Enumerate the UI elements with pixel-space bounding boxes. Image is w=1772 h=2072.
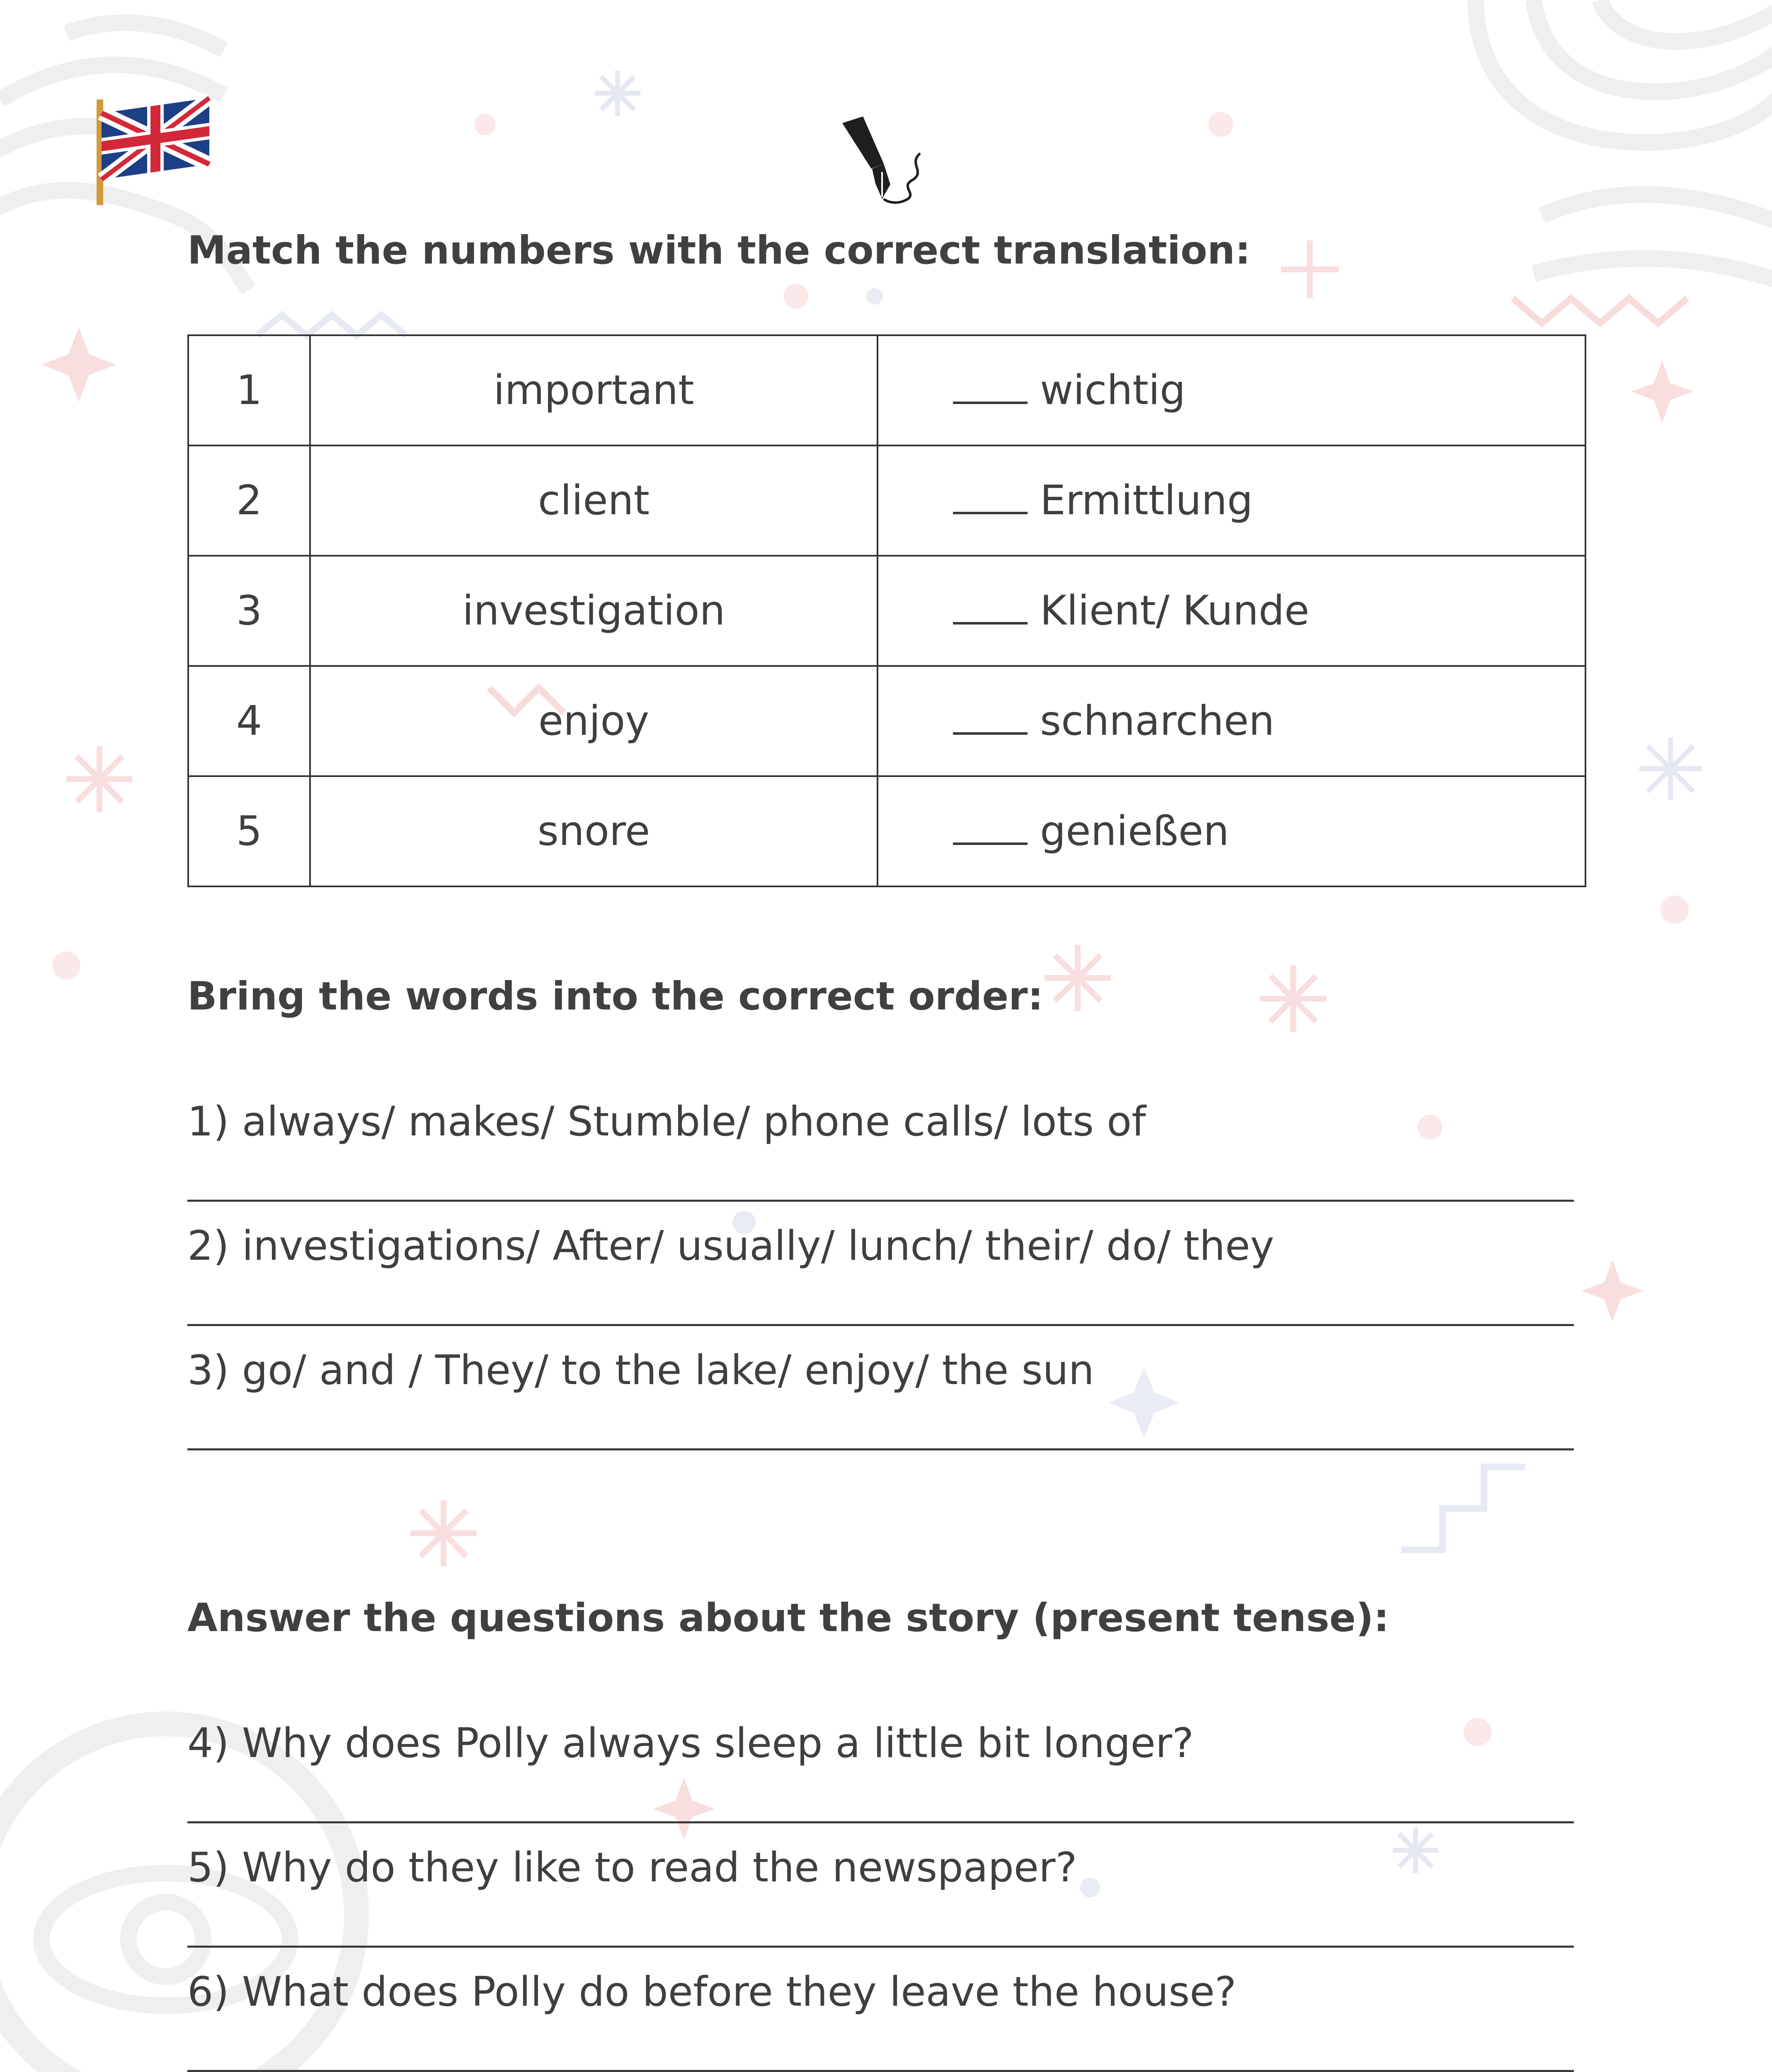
magnifier-watermark [0, 1724, 356, 2072]
german-answer-cell [878, 556, 1585, 666]
row-number: 1 [188, 335, 310, 445]
order-item-2: 2) investigations/ After/ usually/ lunch/ their/ do/ they [187, 1222, 1275, 1270]
order-item-1: 1) always/ makes/ Stumble/ phone calls/ lots of [187, 1098, 1146, 1145]
german-word: Ermittlung [1040, 477, 1253, 524]
german-word: genießen [1040, 808, 1229, 855]
section2-heading: Bring the words into the correct order: [187, 974, 1044, 1019]
english-word: snore [310, 776, 878, 886]
german-answer-cell [878, 335, 1585, 445]
german-word: Klient/ Kunde [1040, 587, 1309, 634]
uk-flag-icon [81, 83, 218, 207]
decor-sparkle-blue [1109, 1368, 1179, 1438]
answer-blank[interactable] [953, 512, 1028, 514]
answer-line[interactable] [187, 1946, 1574, 1948]
order-item-3: 3) go/ and / They/ to the lake/ enjoy/ the sun [187, 1347, 1094, 1394]
question-6: 6) What does Polly do before they leave the house? [187, 1968, 1236, 2016]
fingerprint-top-right [1476, 0, 1772, 282]
question-4: 4) Why does Polly always sleep a little bit longer? [187, 1720, 1194, 1767]
german-word: schnarchen [1040, 697, 1275, 745]
fountain-pen-icon [837, 114, 937, 209]
answer-blank[interactable] [953, 402, 1028, 404]
table-row [188, 556, 1585, 666]
english-word: enjoy [310, 666, 878, 776]
answer-line[interactable] [187, 1821, 1574, 1823]
table-row [188, 666, 1585, 776]
answer-line[interactable] [187, 1448, 1574, 1450]
table-row [188, 776, 1585, 886]
table-row [188, 445, 1585, 556]
answer-blank[interactable] [953, 732, 1028, 735]
table-row [188, 335, 1585, 445]
answer-line[interactable] [187, 1200, 1574, 1202]
row-number: 2 [188, 445, 310, 556]
section1-heading: Match the numbers with the correct translation: [187, 228, 1251, 273]
english-word: important [310, 335, 878, 445]
answer-blank[interactable] [953, 622, 1028, 625]
question-5: 5) Why do they like to read the newspaper? [187, 1844, 1077, 1891]
section3-heading: Answer the questions about the story (present tense): [187, 1595, 1389, 1641]
english-word: client [310, 445, 878, 556]
german-answer-cell [878, 776, 1585, 886]
row-number: 5 [188, 776, 310, 886]
row-number: 4 [188, 666, 310, 776]
answer-line[interactable] [187, 1324, 1574, 1326]
translation-table [187, 334, 1586, 887]
german-answer-cell [878, 666, 1585, 776]
english-word: investigation [310, 556, 878, 666]
german-answer-cell [878, 445, 1585, 556]
answer-blank[interactable] [953, 842, 1028, 845]
row-number: 3 [188, 556, 310, 666]
answer-line[interactable] [187, 2070, 1574, 2072]
german-word: wichtig [1040, 367, 1186, 414]
